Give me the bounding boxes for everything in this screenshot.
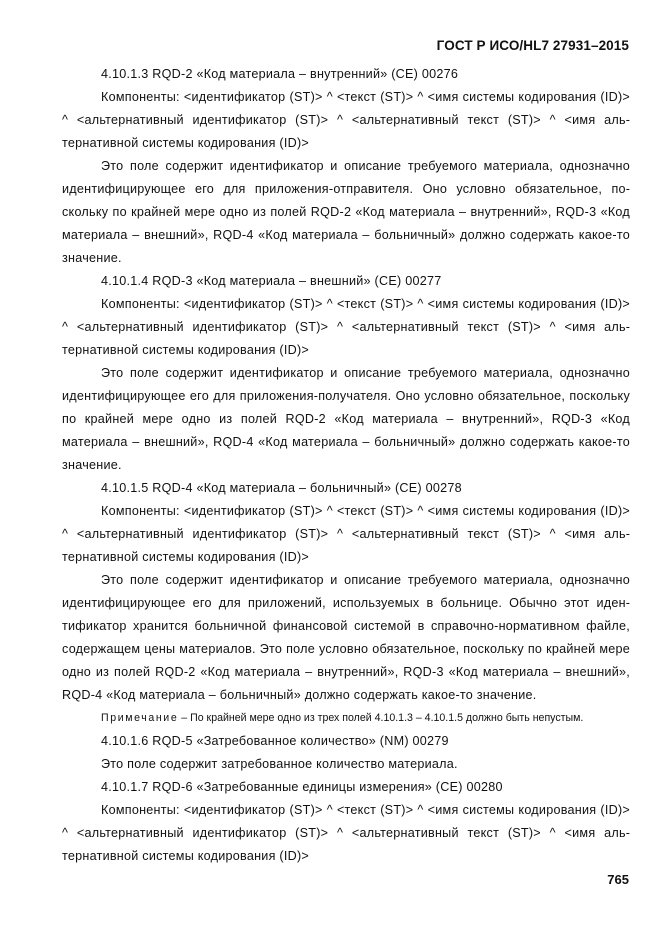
components-paragraph: Компоненты: <идентификатор (ST)> ^ <текст (ST)> ^ <имя системы кодирования (ID)> ^ <альтернативный идентификатор (ST)> ^ <альтернативный текст (ST)> ^ <имя альтернативной системы кодирования (ID)>: [62, 90, 630, 150]
note: [62, 707, 630, 730]
section-heading-4-10-1-5: 4.10.1.5 RQD-4 «Код материала – больничный» (CE) 00278: [101, 481, 462, 495]
page-number: 765: [607, 872, 629, 887]
description-paragraph: Это поле содержит идентификатор и описание требуемого материала, однозначно идентифицирующее его для приложения-получателя. Оно условно обязательное, поскольку по крайней мере одно из полей RQD-2 «Код материала – внутренний», RQD-3 «Код материала – внешний», RQD-4 «Код материала – больничный» должно содержать какое-то значение.: [62, 366, 630, 472]
document-body: [62, 63, 630, 868]
components-paragraph: Компоненты: <идентификатор (ST)> ^ <текст (ST)> ^ <имя системы кодирования (ID)> ^ <альтернативный идентификатор (ST)> ^ <альтернативный текст (ST)> ^ <имя альтернативной системы кодирования (ID)>: [62, 297, 630, 357]
description-paragraph: Это поле содержит затребованное количество материала.: [101, 757, 458, 771]
description-paragraph: Это поле содержит идентификатор и описание требуемого материала, однозначно идентифицирующее его для приложений, используемых в больнице. Обычно этот идентификатор хранится больничной финансовой системой в справочно-нормативном файле, содержащем цены материалов. Это поле условно обязательное, поскольку по крайней мере одно из полей RQD-2 «Код материала – внутренний», RQD-3 «Код материала – внешний», RQD-4 «Код материала – больничный» должно содержать какое-то значение.: [62, 573, 630, 702]
section-heading-4-10-1-6: 4.10.1.6 RQD-5 «Затребованное количество» (NM) 00279: [101, 734, 449, 748]
section-heading-4-10-1-7: 4.10.1.7 RQD-6 «Затребованные единицы измерения» (CE) 00280: [101, 780, 503, 794]
components-paragraph: Компоненты: <идентификатор (ST)> ^ <текст (ST)> ^ <имя системы кодирования (ID)> ^ <альтернативный идентификатор (ST)> ^ <альтернативный текст (ST)> ^ <имя альтернативной системы кодирования (ID)>: [62, 504, 630, 564]
note-text: – По крайней мере одно из трех полей 4.10.1.3 – 4.10.1.5 должно быть непустым.: [178, 712, 584, 724]
description-paragraph: Это поле содержит идентификатор и описание требуемого материала, однозначно идентифицирующее его для приложения-отправителя. Оно условно обязательное, поскольку по крайней мере одно из полей RQD-2 «Код материала – внутренний», RQD-3 «Код материала – внешний», RQD-4 «Код материала – больничный» должно содержать какое-то значение.: [62, 159, 630, 265]
note-label: Примечание: [101, 712, 179, 724]
components-paragraph: Компоненты: <идентификатор (ST)> ^ <текст (ST)> ^ <имя системы кодирования (ID)> ^ <альтернативный идентификатор (ST)> ^ <альтернативный текст (ST)> ^ <имя альтернативной системы кодирования (ID)>: [62, 803, 630, 863]
section-heading-4-10-1-3: 4.10.1.3 RQD-2 «Код материала – внутренний» (CE) 00276: [101, 67, 459, 81]
standard-header: ГОСТ Р ИСО/HL7 27931–2015: [436, 38, 629, 53]
section-heading-4-10-1-4: 4.10.1.4 RQD-3 «Код материала – внешний» (CE) 00277: [101, 274, 442, 288]
